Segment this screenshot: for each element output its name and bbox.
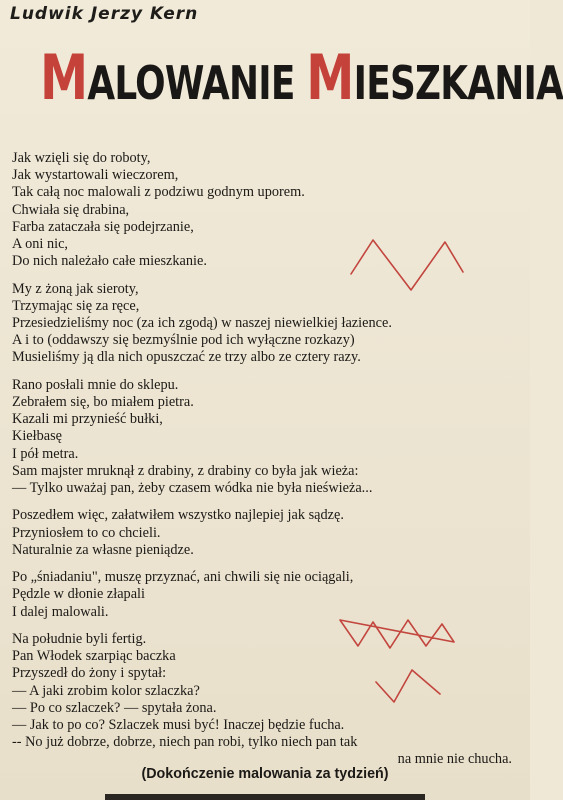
title-initial-2: M [306,41,354,114]
poem-line: — Po co szlaczek? — spytała żona. [12,699,217,716]
poem-line: — A jaki zrobim kolor szlaczka? [12,682,200,699]
poem-line: Pędzle w dłonie złapali [12,586,145,603]
poem-line: Chwiała się drabina, [12,201,130,218]
article-title [40,41,563,115]
poem-line: Przesiedzieliśmy noc (za ich zgodą) w naszej niewielkiej łazience. [12,315,392,332]
poem-line: Trzymając się za ręce, [12,297,140,314]
poem-line: Jak wystartowali wieczorem, [12,167,179,184]
stanza [12,507,522,559]
poem-line: My z żoną jak sieroty, [12,280,139,297]
poem-line: Rano posłali mnie do sklepu. [12,376,179,393]
zigzag-scribble-2 [338,612,458,662]
author-name: Ludwik Jerzy Kern [10,4,199,24]
title-word-1-rest: ALOWANIE [87,56,295,110]
zigzag-scribble-3 [372,664,444,708]
poem-line: — Jak to po co? Szlaczek musi być! Inaczej będzie fucha. [12,717,345,734]
title-word-2-rest: IESZKANIA [353,56,563,110]
poem-line: -- No już dobrze, dobrze, niech pan robi, tylko niech pan tak [12,734,358,751]
poem-line: Na południe byli fertig. [12,631,147,648]
poem-line: Kiełbasę [12,428,63,445]
poem-line: I pół metra. [12,445,79,462]
poem-line: Poszedłem więc, załatwiłem wszystko najlepiej jak sądzę. [12,507,344,524]
stanza [12,377,522,497]
poem-line: Tak całą noc malowali z podziwu godnym uporem. [12,184,305,201]
poem-line: Musieliśmy ją dla nich opuszczać ze trzy albo ze cztery razy. [12,349,361,366]
footer-rule [105,794,425,800]
poem-line: Farba zataczała się podejrzanie, [12,218,194,235]
poem-line: Naturalnie za własne pieniądze. [12,541,194,558]
poem-line: Przyszedł do żony i spytał: [12,665,167,682]
poem-line: — Tylko uważaj pan, żeby czasem wódka nie była nieświeża... [12,480,373,497]
poem-line: Po „śniadaniu", muszę przyznać, ani chwili się nie ociągali, [12,569,354,586]
poem-line: Kazali mi przynieść bułki, [12,411,163,428]
zigzag-scribble-1 [345,232,465,302]
poem-line: na mnie nie chucha. [397,751,512,768]
poem-line: Sam majster mruknął z drabiny, z drabiny co była jak wieża: [12,462,359,479]
poem-line: A oni nic, [12,236,68,253]
continuation-note: (Dokończenie malowania za tydzień) [141,766,389,782]
poem-line: Do nich należało całe mieszkanie. [12,253,207,270]
poem-line: Zebrałem się, bo miałem pietra. [12,394,194,411]
poem-line: I dalej malowali. [12,603,109,620]
poem-line: Pan Włodek szarpiąc baczka [12,648,176,665]
poem-line: Jak wzięli się do roboty, [12,150,151,166]
poem-line: A i to (oddawszy się bezmyślnie pod ich wyłączne rozkazy) [12,332,355,349]
poem-line: Przyniosłem to co chcieli. [12,524,161,541]
title-initial-1: M [40,41,88,114]
